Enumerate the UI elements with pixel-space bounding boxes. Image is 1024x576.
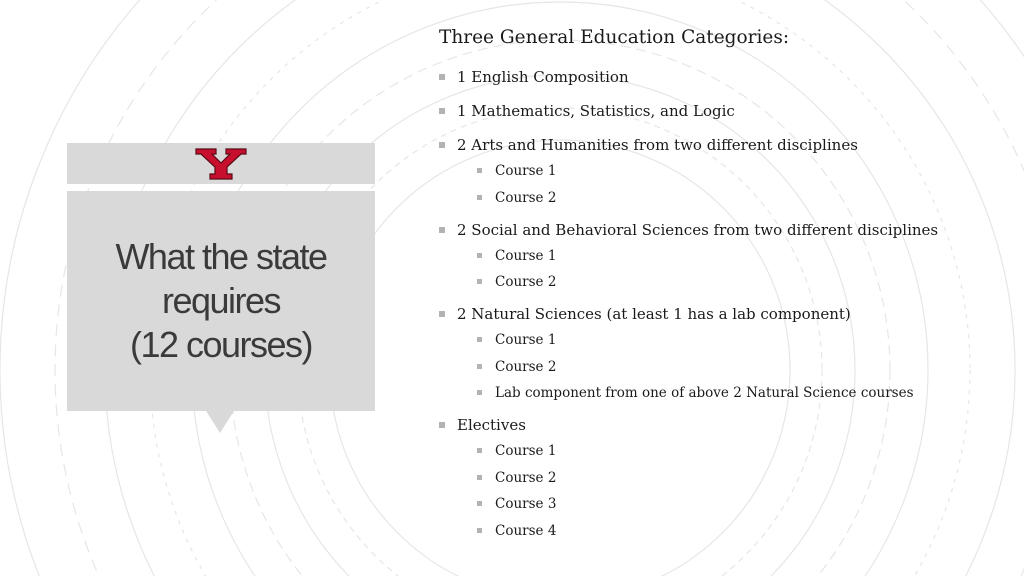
title-panel	[67, 191, 375, 411]
slide-title-line: (12 courses)	[129, 324, 313, 365]
sub-list	[457, 441, 1019, 541]
list-item-text: 2 Arts and Humanities from two different disciplines	[457, 136, 858, 154]
slide-title-line: requires	[161, 280, 281, 321]
title-panel-pointer	[206, 411, 234, 433]
slide-title	[76, 235, 366, 367]
content-heading: Three General Education Categories:	[439, 27, 790, 48]
list-item	[439, 135, 1019, 208]
list-item	[439, 67, 1019, 87]
content-area	[439, 26, 1019, 553]
list-item	[439, 415, 1019, 541]
sub-list	[457, 246, 1019, 293]
sub-list-item: Course 1	[457, 161, 1019, 181]
list-item	[439, 101, 1019, 121]
list-item-text: 1 Mathematics, Statistics, and Logic	[457, 102, 735, 120]
sub-list-item: Course 2	[457, 272, 1019, 292]
sub-list-item: Course 1	[457, 441, 1019, 461]
sub-list-item: Lab component from one of above 2 Natural Science courses	[457, 383, 1019, 403]
sub-list	[457, 330, 1019, 403]
list-item	[439, 220, 1019, 293]
list-item-text: Electives	[457, 416, 526, 434]
sub-list-item: Course 1	[457, 246, 1019, 266]
category-list	[439, 67, 1019, 541]
sub-list-item: Course 1	[457, 330, 1019, 350]
sub-list-item: Course 2	[457, 188, 1019, 208]
list-item	[439, 304, 1019, 403]
sub-list	[457, 161, 1019, 208]
slide-title-line: What the state	[115, 236, 327, 277]
sub-list-item: Course 2	[457, 357, 1019, 377]
ysu-y-logo-icon	[194, 147, 248, 181]
sub-list-item: Course 3	[457, 494, 1019, 514]
sub-list-item: Course 2	[457, 468, 1019, 488]
list-item-text: 1 English Composition	[457, 68, 629, 86]
list-item-text: 2 Natural Sciences (at least 1 has a lab component)	[457, 305, 851, 323]
sub-list-item: Course 4	[457, 521, 1019, 541]
list-item-text: 2 Social and Behavioral Sciences from two different disciplines	[457, 220, 939, 239]
logo-banner	[67, 143, 375, 184]
